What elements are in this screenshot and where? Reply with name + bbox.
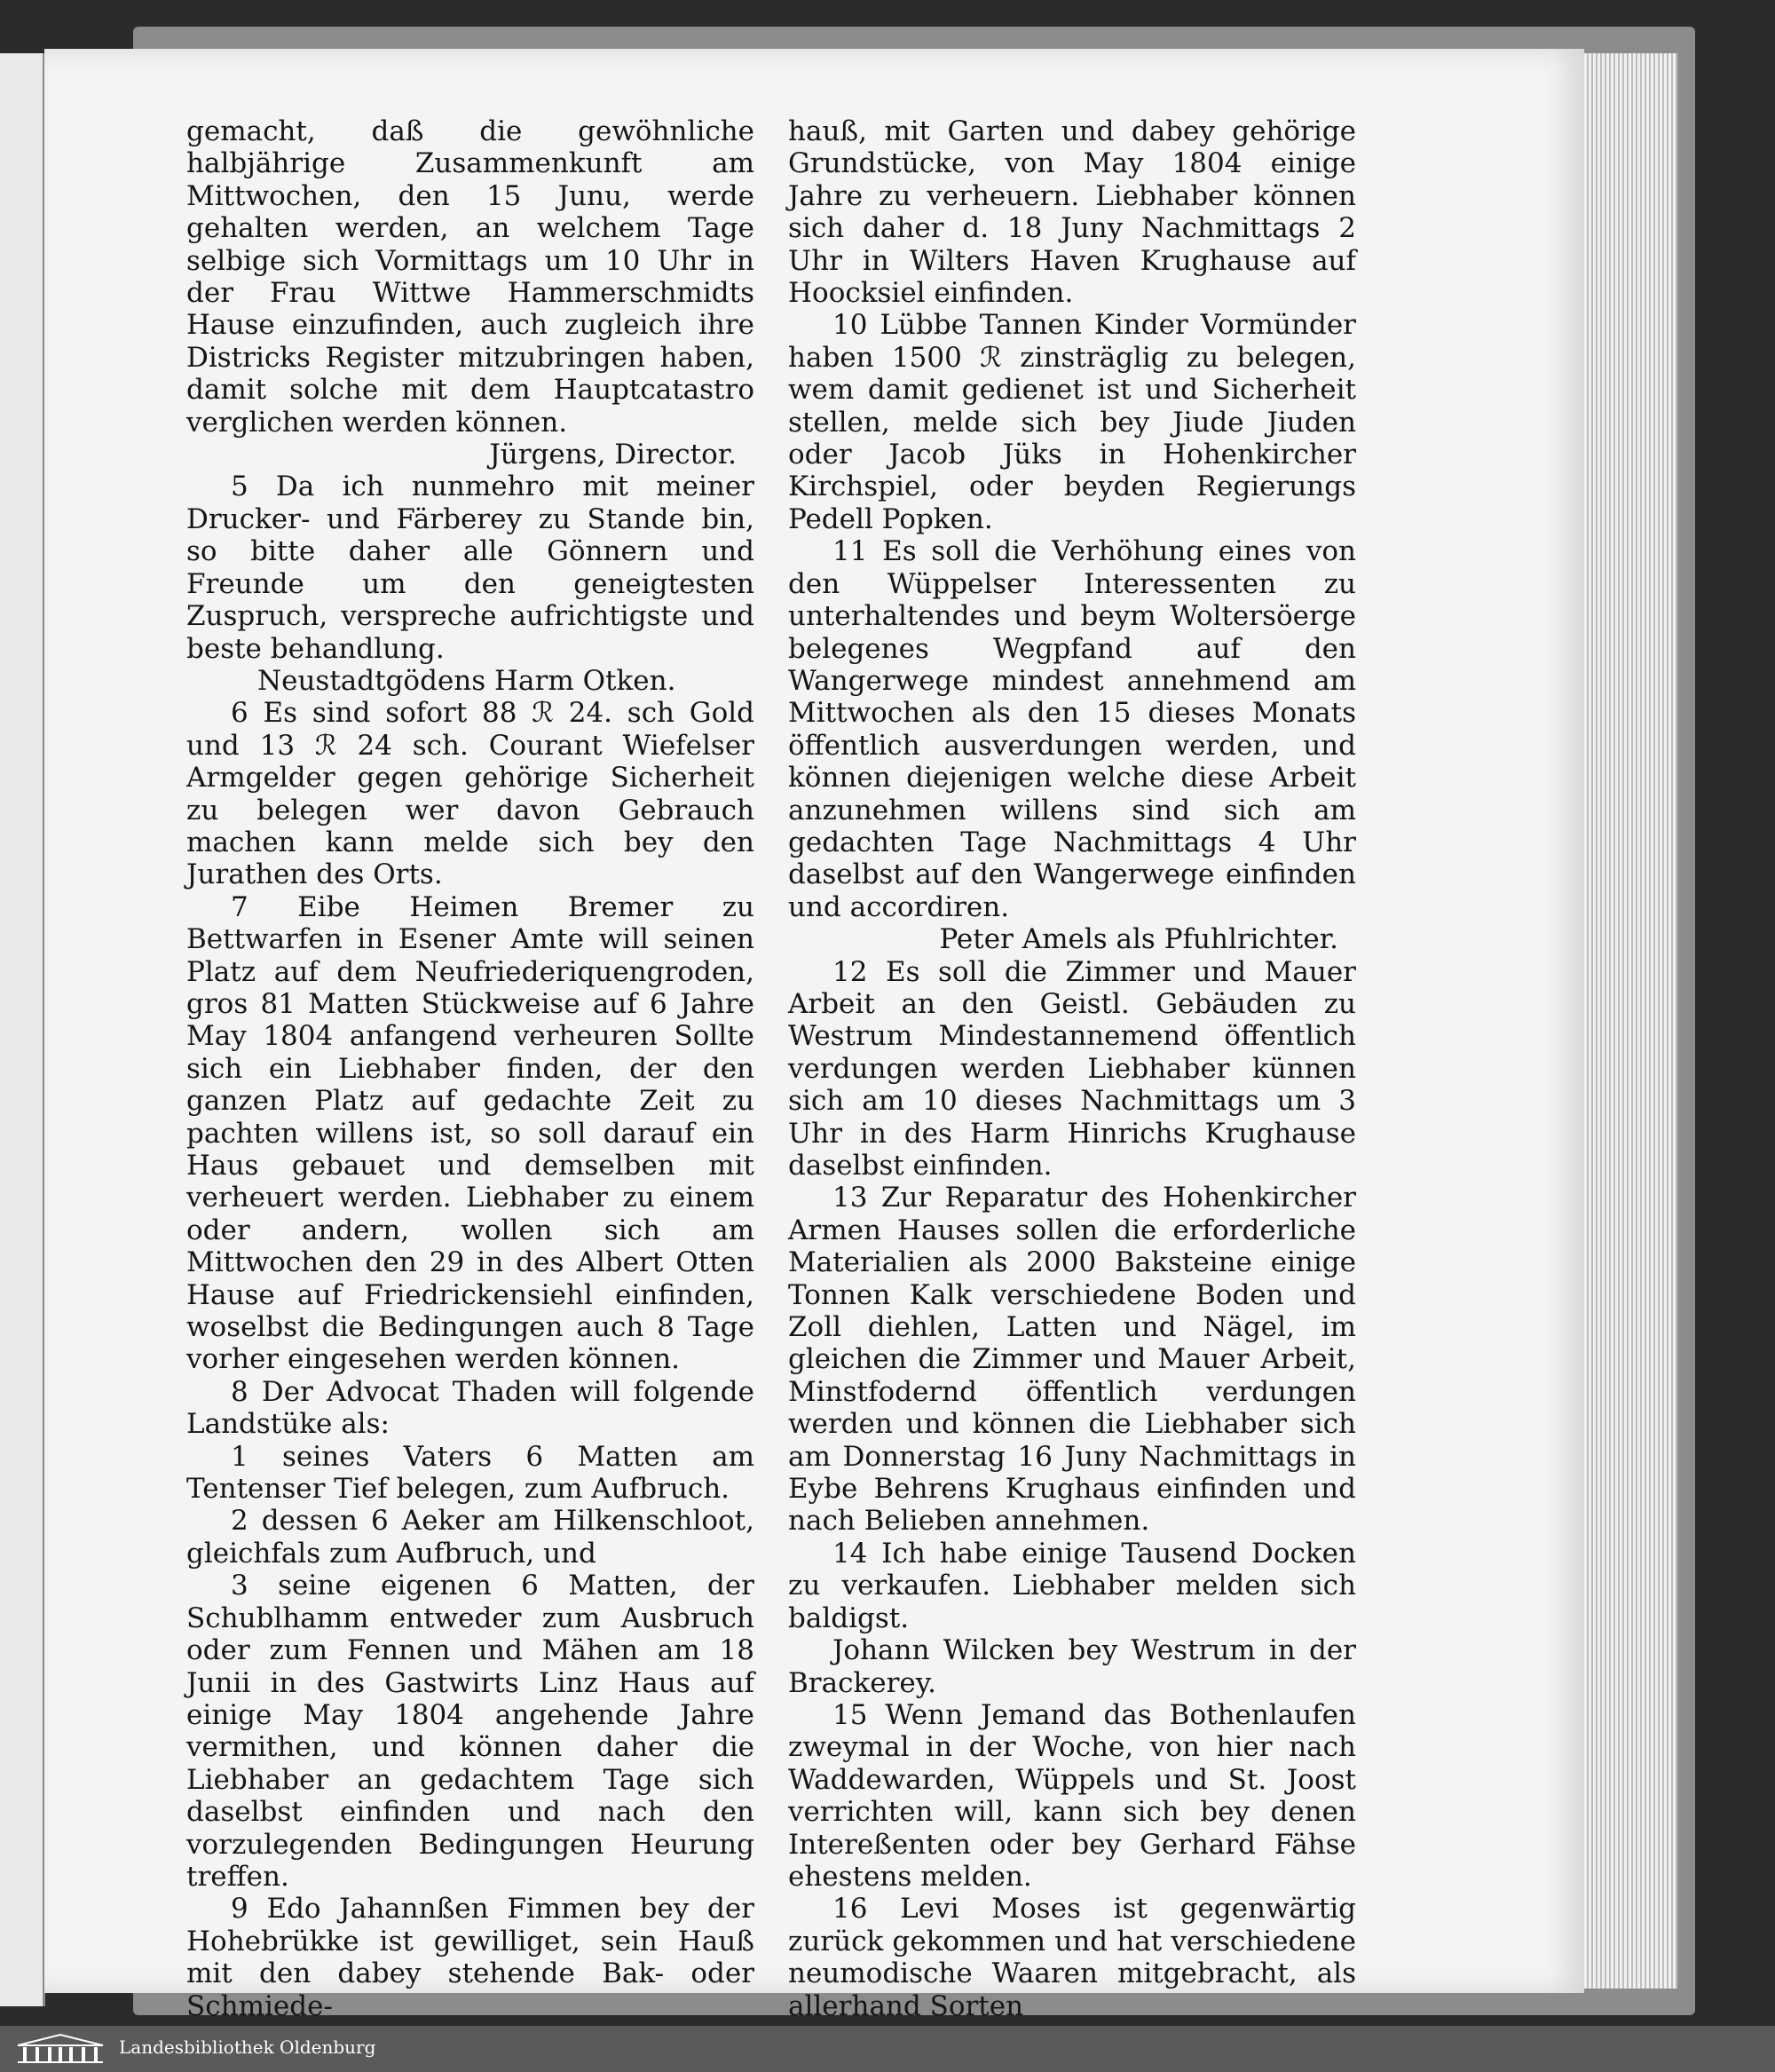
notice-6: 6 Es sind sofort 88 ℛ 24. sch Gold und 13 ℛ 24 sch. Courant Wiefelser Armgelder gegen gehörige Sicherheit zu belegen wer davon Gebrauch machen kann melde sich bey den Jurathen des Orts. (186, 697, 754, 891)
notice-9: 9 Edo Jahannßen Fimmen bey der Hohebrükke ist gewilliget, sein Hauß mit den dabey stehende Bak- oder Schmiede- (186, 1893, 754, 2022)
footer-bar (0, 2026, 1775, 2072)
left-column (186, 115, 754, 2022)
notice-4-continuation: gemacht, daß die gewöhnliche halbjährige Zusammenkunft am Mittwochen, den 15 Junu, werde gehalten werden, an welchem Tage selbige sich Vormittags um 10 Uhr in der Frau Wittwe Hammerschmidts Hause einzufinden, auch zugleich ihre Districks Register mitzubringen haben, damit solche mit dem Hauptcatastro verglichen werden können. (186, 115, 754, 439)
notice-8-item-3: 3 seine eigenen 6 Matten, der Schublhamm entweder zum Ausbruch oder zum Fennen und Mähen am 18 Junii in des Gastwirts Linz Haus auf einige May 1804 angehende Jahre vermithen, und können daher die Liebhaber an gedachtem Tage sich daselbst einfinden und nach den vorzulegenden Bedingungen Heurung treffen. (186, 1570, 754, 1893)
notice-15: 15 Wenn Jemand das Bothenlaufen zweymal in der Woche, von hier nach Waddewarden, Wüppels und St. Joost verrichten will, kann sich bey denen Intereßenten oder bey Gerhard Fähse ehestens melden. (788, 1698, 1356, 1893)
notice-8-item-2: 2 dessen 6 Aeker am Hilkenschloot, gleichfals zum Aufbruch, und (186, 1505, 754, 1570)
notice-8-item-1: 1 seines Vaters 6 Matten am Tentenser Tief belegen, zum Aufbruch. (186, 1440, 754, 1506)
notice-14: 14 Ich habe einige Tausend Docken zu verkaufen. Liebhaber melden sich baldigst. (788, 1537, 1356, 1634)
notice-16: 16 Levi Moses ist gegenwärtig zurück gekommen und hat verschiedene neumodische Waaren mitgebracht, als allerhand Sorten (788, 1893, 1356, 2022)
right-column (788, 115, 1356, 2022)
notice-7: 7 Eibe Heimen Bremer zu Bettwarfen in Esener Amte will seinen Platz auf dem Neufriederiquengroden, gros 81 Matten Stückweise auf 6 Jahre May 1804 anfangend verheuren Sollte sich ein Liebhaber finden, der den ganzen Platz auf gedachte Zeit zu pachten willens ist, so soll darauf ein Haus gebauet und demselben mit verheuert werden. Liebhaber zu einem oder andern, wollen sich am Mittwochen den 29 in des Albert Otten Hause auf Friedrickensiehl einfinden, woselbst die Bedingungen auch 8 Tage vorher eingesehen werden können. (186, 890, 754, 1376)
left-page-edge (0, 53, 45, 2006)
notice-11-signature: Peter Amels als Pfuhlrichter. (939, 923, 1338, 956)
notice-9-continuation: hauß, mit Garten und dabey gehörige Grundstücke, von May 1804 einige Jahre zu verheuern. Liebhaber können sich daher d. 18 Juny Nachmittags 2 Uhr in Wilters Haven Krughause auf Hoocksiel einfinden. (788, 115, 1356, 310)
notice-8: 8 Der Advocat Thaden will folgende Landstüke als: (186, 1375, 754, 1441)
notice-14-signature: Johann Wilcken bey Westrum in der Brackerey. (788, 1634, 1356, 1699)
notice-10: 10 Lübbe Tannen Kinder Vormünder haben 1500 ℛ zinsträglig zu belegen, wem damit gedienet ist und Sicherheit stellen, melde sich bey Jiude Jiuden oder Jacob Jüks in Hohenkircher Kirchspiel, oder beyden Regierungs Pedell Popken. (788, 309, 1356, 535)
notice-11: 11 Es soll die Verhöhung eines von den Wüppelser Interessenten zu unterhaltendes und beym Woltersöerge belegenes Wegpfand auf den Wangerwege mindest annehmend am Mittwochen als den 15 dieses Monats öffentlich ausverdungen werden, und können diejenigen welche diese Arbeit anzunehmen willens sind sich am gedachten Tage Nachmittags 4 Uhr daselbst auf den Wangerwege einfinden und accordiren. (788, 535, 1356, 923)
notice-5-signature: Neustadtgödens Harm Otken. (257, 664, 676, 697)
document-page (44, 49, 1584, 2022)
notice-12: 12 Es soll die Zimmer und Mauer Arbeit an den Geistl. Gebäuden zu Westrum Mindestannemend öffentlich verdungen werden Liebhaber künnen sich am 10 dieses Nachmittags um 3 Uhr in des Harm Hinrichs Krughause daselbst einfinden. (788, 955, 1356, 1182)
page-edges (1580, 53, 1677, 1989)
library-name: Landesbibliothek Oldenburg (119, 2036, 376, 2058)
library-building-icon (14, 2033, 106, 2065)
notice-4-signature: Jürgens, Director. (489, 439, 737, 471)
notice-13: 13 Zur Reparatur des Hohenkircher Armen Hauses sollen die erforderliche Materialien als 2000 Baksteine einige Tonnen Kalk verschiedene Boden und Zoll diehlen, Latten und Nägel, im gleichen die Zimmer und Mauer Arbeit, Minstfodernd öffentlich verdungen werden und können die Liebhaber sich am Donnerstag 16 Juny Nachmittags in Eybe Behrens Krughaus einfinden und nach Belieben annehmen. (788, 1182, 1356, 1538)
notice-5: 5 Da ich nunmehro mit meiner Drucker- und Färberey zu Stande bin, so bitte daher alle Gönnern und Freunde um den geneigtesten Zuspruch, verspreche aufrichtigste und beste behandlung. (186, 471, 754, 665)
